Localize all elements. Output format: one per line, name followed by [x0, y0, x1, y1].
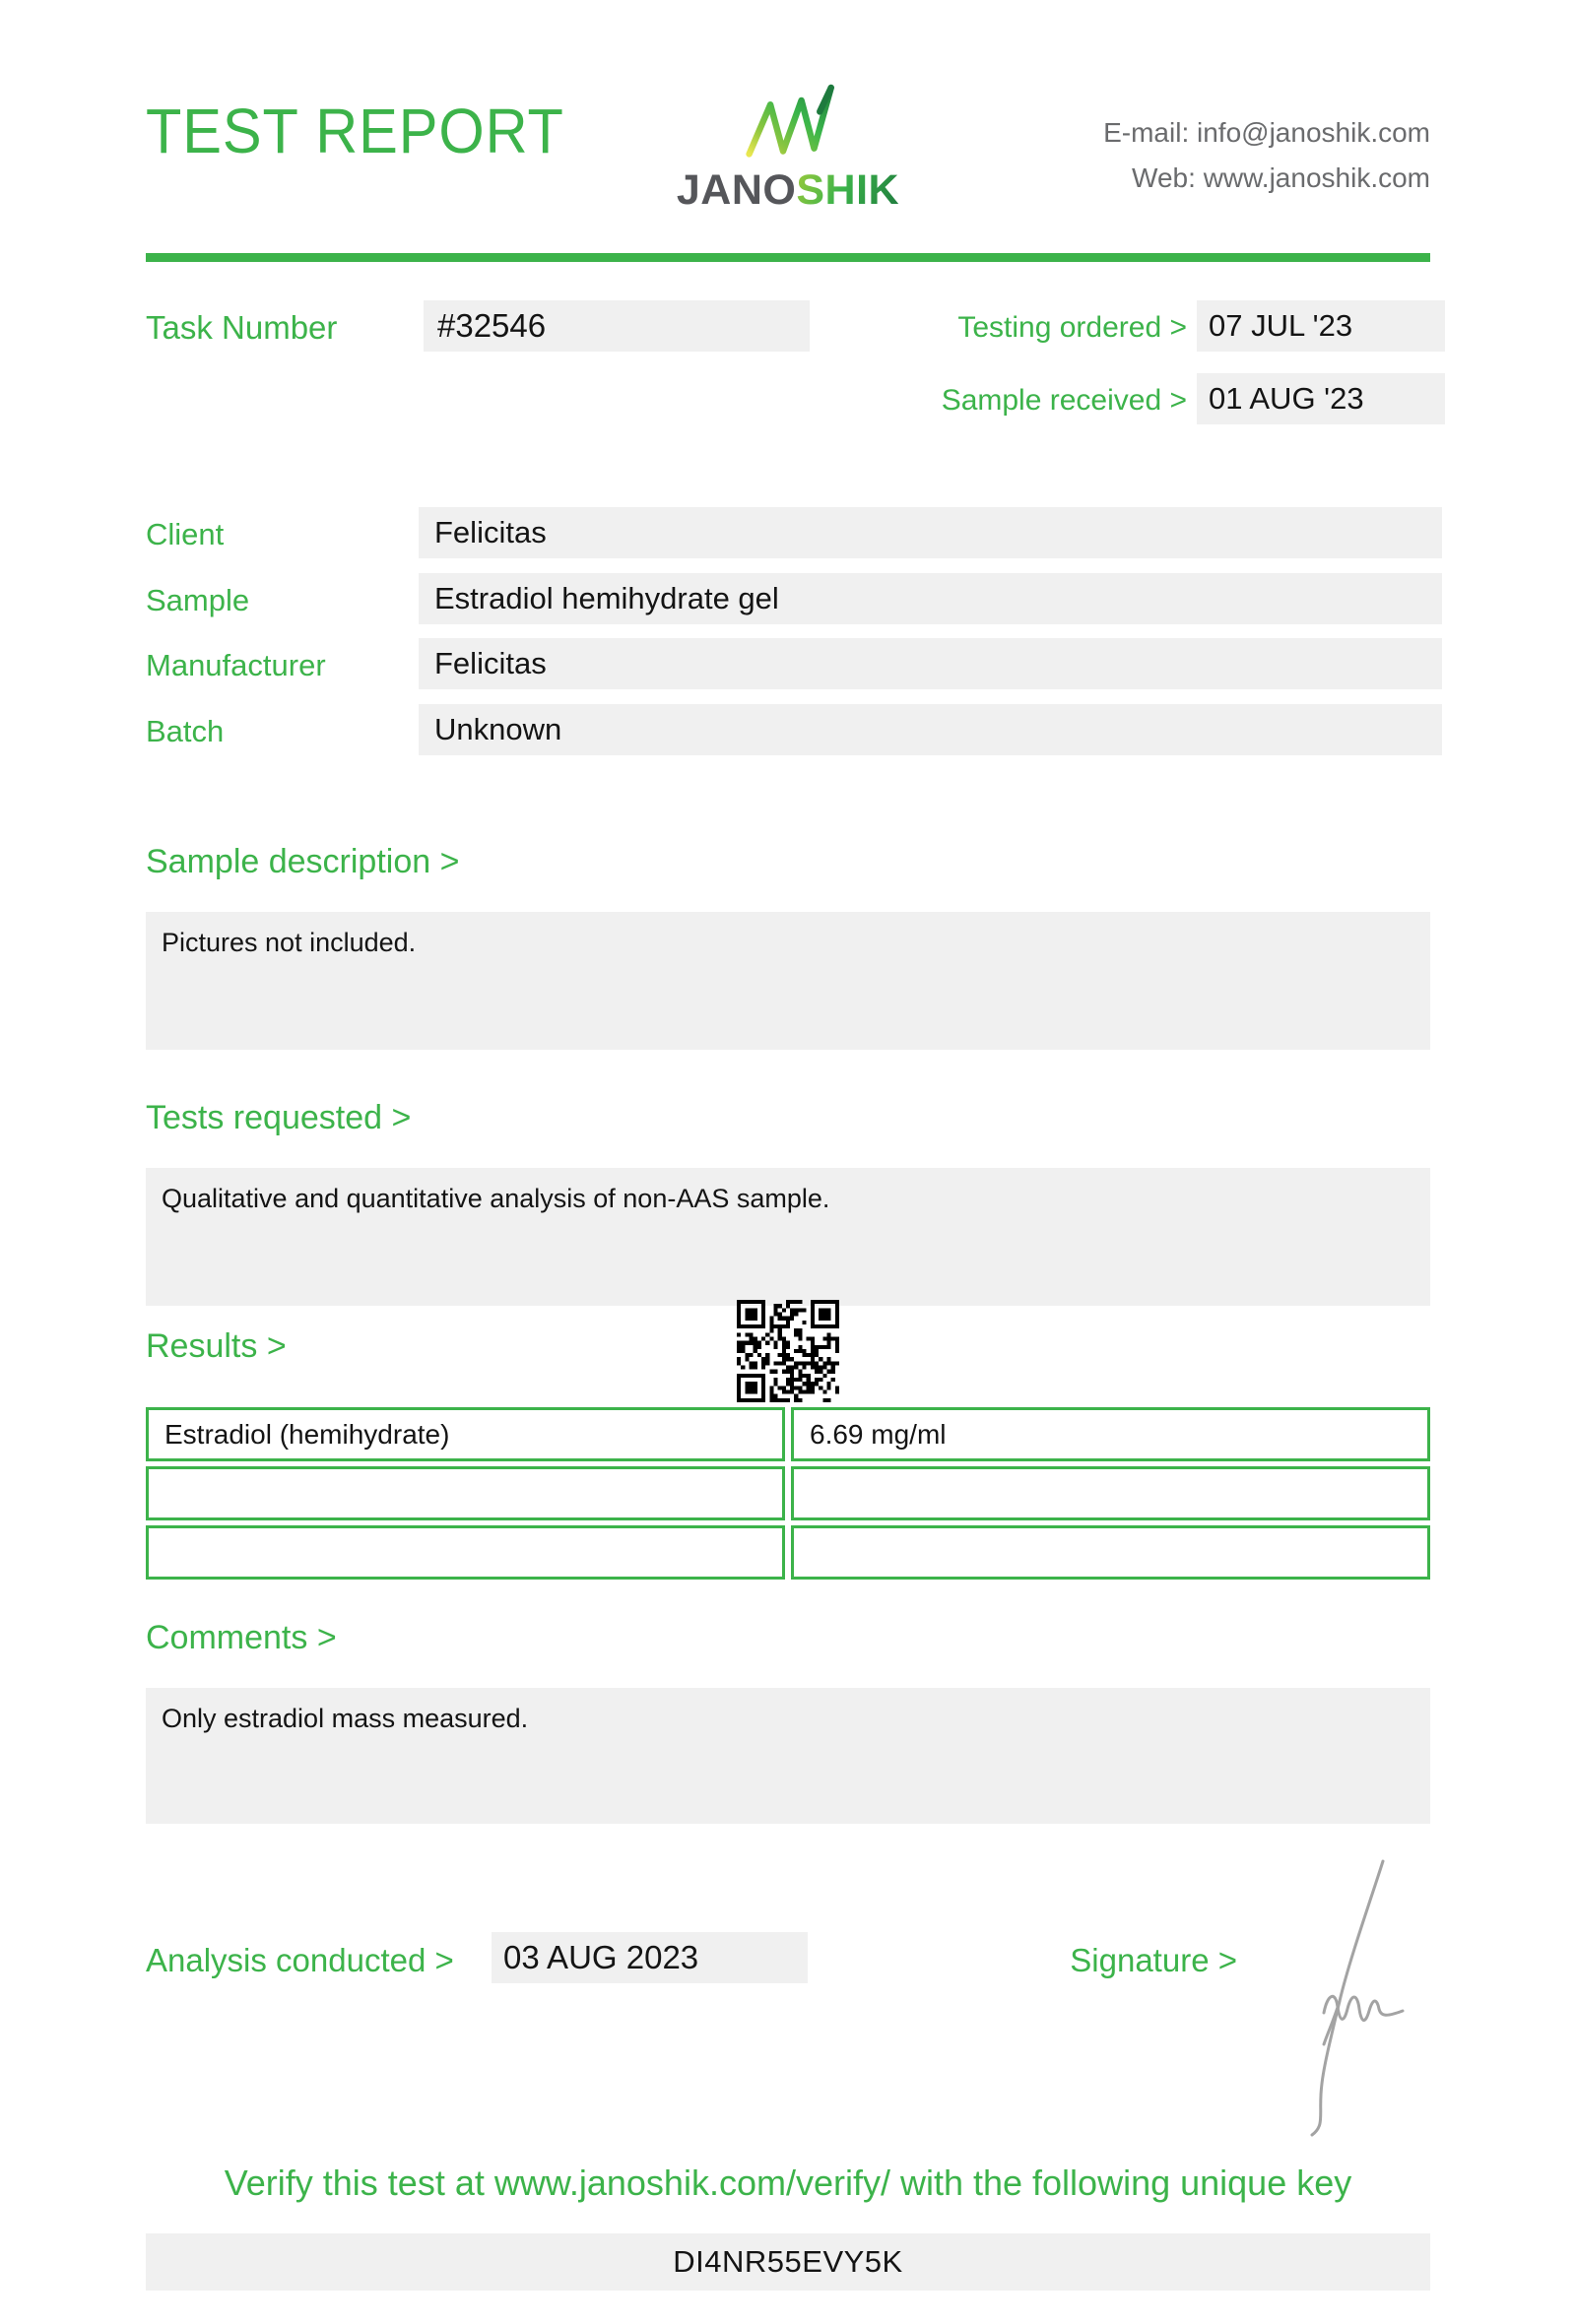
client-value: Felicitas	[434, 515, 547, 549]
contact-web	[1034, 156, 1430, 201]
client-row	[419, 507, 1442, 558]
sample-description-box	[146, 912, 1430, 1050]
testing-ordered-value: 07 JUL '23	[1209, 308, 1353, 343]
manufacturer-row	[419, 638, 1442, 689]
email-label: E-mail:	[1103, 117, 1190, 148]
comments-text: Only estradiol mass measured.	[162, 1704, 529, 1733]
sample-label: Sample	[146, 583, 250, 617]
manufacturer-value: Felicitas	[434, 646, 547, 680]
batch-value: Unknown	[434, 712, 562, 746]
tests-requested-text: Qualitative and quantitative analysis of non-AAS sample.	[162, 1184, 830, 1213]
page-title: TEST REPORT	[146, 96, 564, 166]
client-label: Client	[146, 517, 225, 551]
brand-jano: JANO	[676, 166, 797, 214]
analysis-date-box	[492, 1932, 808, 1983]
task-number-label: Task Number	[146, 309, 338, 346]
tests-requested-box	[146, 1168, 1430, 1306]
janoshik-wordmark	[675, 166, 901, 215]
manufacturer-label: Manufacturer	[146, 648, 326, 682]
testing-ordered-box	[1197, 300, 1445, 352]
verify-text: Verify this test at www.janoshik.com/verify/ with the following unique key	[224, 2163, 1352, 2203]
testing-ordered-label: Testing ordered >	[957, 311, 1187, 344]
table-row	[146, 1466, 1430, 1520]
unique-key-bar	[146, 2233, 1430, 2291]
result-cell	[791, 1525, 1430, 1580]
sample-row	[419, 573, 1442, 624]
analysis-conducted-label: Analysis conducted >	[146, 1942, 454, 1978]
qr-code	[737, 1300, 839, 1402]
results-heading: Results >	[146, 1327, 287, 1365]
email-value: info@janoshik.com	[1197, 117, 1430, 148]
sample-value: Estradiol hemihydrate gel	[434, 581, 779, 615]
sample-received-box	[1197, 373, 1445, 424]
unique-key: DI4NR55EVY5K	[673, 2244, 903, 2279]
result-cell	[791, 1466, 1430, 1520]
comments-heading: Comments >	[146, 1619, 337, 1656]
analysis-conducted-date: 03 AUG 2023	[503, 1939, 699, 1975]
contact-email	[1034, 110, 1430, 156]
task-number-box	[424, 300, 810, 352]
tests-requested-heading: Tests requested >	[146, 1099, 412, 1136]
janoshik-logo-icon	[741, 79, 835, 161]
header-rule	[146, 253, 1430, 262]
batch-row	[419, 704, 1442, 755]
results-table	[140, 1402, 1436, 1584]
task-number-value: #32546	[437, 307, 547, 344]
web-label: Web:	[1132, 162, 1196, 193]
sample-received-label: Sample received >	[941, 384, 1187, 417]
analyte-cell	[146, 1466, 785, 1520]
sample-description-heading: Sample description >	[146, 843, 460, 880]
contact-block	[1034, 110, 1430, 201]
table-row	[146, 1407, 1430, 1461]
analyte-cell: Estradiol (hemihydrate)	[146, 1407, 785, 1461]
web-value: www.janoshik.com	[1203, 162, 1430, 193]
signature-label: Signature >	[1070, 1942, 1237, 1978]
sample-description-text: Pictures not included.	[162, 928, 417, 957]
sample-received-value: 01 AUG '23	[1209, 381, 1364, 416]
comments-box	[146, 1688, 1430, 1824]
brand-shik: SHIK	[796, 166, 900, 214]
table-row	[146, 1525, 1430, 1580]
batch-label: Batch	[146, 714, 225, 748]
result-cell: 6.69 mg/ml	[791, 1407, 1430, 1461]
janoshik-logo	[675, 79, 901, 215]
signature-image	[1273, 1855, 1420, 2141]
analyte-cell	[146, 1525, 785, 1580]
